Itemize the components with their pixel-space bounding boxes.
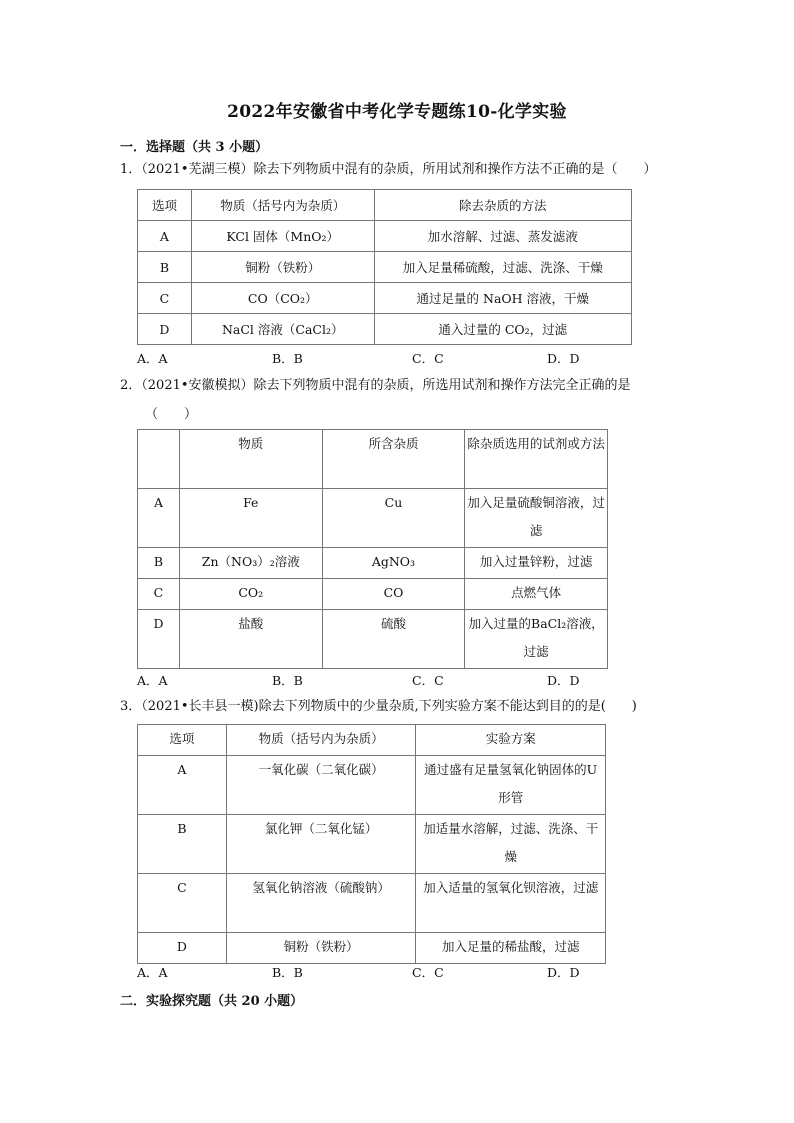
- answer-option-b[interactable]: B．B: [272, 673, 303, 688]
- table-cell: Cu: [322, 489, 465, 548]
- question-2-stem: 2．（2021•安徽模拟）除去下列物质中混有的杂质，所选用试剂和操作方法完全正确的是: [120, 378, 631, 393]
- table-header-cell: 实验方案: [416, 725, 606, 756]
- table-row: [138, 548, 608, 579]
- table-header-cell: 选项: [138, 190, 192, 221]
- table-cell: C: [138, 579, 180, 610]
- answer-option-c[interactable]: C．C: [412, 351, 444, 366]
- table-cell: D: [138, 314, 192, 345]
- table-row: [138, 314, 632, 345]
- table-cell: 加适量水溶解，过滤、洗涤、干燥: [416, 815, 606, 874]
- answer-option-d[interactable]: D．D: [547, 351, 580, 366]
- table-cell: B: [138, 252, 192, 283]
- table-cell: C: [138, 874, 227, 933]
- table-cell: NaCl 溶液（CaCl₂）: [191, 314, 374, 345]
- table-cell: 铜粉（铁粉）: [191, 252, 374, 283]
- table-cell: Fe: [179, 489, 322, 548]
- table-cell: 铜粉（铁粉）: [226, 933, 416, 964]
- table-cell: Zn（NO₃）₂溶液: [179, 548, 322, 579]
- table-cell: 点燃气体: [465, 579, 608, 610]
- table-cell: 加入过量的BaCl₂溶液，过滤: [465, 610, 608, 669]
- table-row: [138, 489, 608, 548]
- table-row: [138, 874, 606, 933]
- table-cell: KCl 固体（MnO₂）: [191, 221, 374, 252]
- question-3-stem: 3．（2021•长丰县一模)除去下列物质中的少量杂质,下列实验方案不能达到目的的是( ): [120, 699, 637, 714]
- question-3-table: [137, 724, 606, 964]
- table-cell: AgNO₃: [322, 548, 465, 579]
- table-cell: 氢氧化钠溶液（硫酸钠）: [226, 874, 416, 933]
- question-1-stem: 1．（2021•芜湖三模）除去下列物质中混有的杂质，所用试剂和操作方法不正确的是（ ）: [120, 162, 657, 177]
- table-cell: 加入适量的氢氧化钡溶液，过滤: [416, 874, 606, 933]
- answer-option-a[interactable]: A．A: [137, 351, 168, 366]
- table-cell: 加入足量的稀盐酸，过滤: [416, 933, 606, 964]
- table-header-cell: 所含杂质: [322, 430, 465, 489]
- table-cell: 加入足量稀硫酸，过滤、洗涤、干燥: [374, 252, 631, 283]
- table-cell: B: [138, 548, 180, 579]
- table-cell: A: [138, 221, 192, 252]
- table-row: [138, 756, 606, 815]
- table-row: [138, 610, 608, 669]
- answer-option-b[interactable]: B．B: [272, 965, 303, 980]
- section-heading-experiment: 二．实验探究题（共 20 小题）: [120, 994, 304, 1009]
- table-row: [138, 933, 606, 964]
- answer-option-c[interactable]: C．C: [412, 673, 444, 688]
- table-header-cell: 物质（括号内为杂质）: [191, 190, 374, 221]
- table-row: [138, 221, 632, 252]
- table-cell: 通过盛有足量氢氧化钠固体的U形管: [416, 756, 606, 815]
- table-cell: D: [138, 610, 180, 669]
- table-cell: CO: [322, 579, 465, 610]
- answer-option-c[interactable]: C．C: [412, 965, 444, 980]
- question-2-table: [137, 429, 608, 669]
- table-cell: 一氧化碳（二氧化碳）: [226, 756, 416, 815]
- answer-option-b[interactable]: B．B: [272, 351, 303, 366]
- table-header-cell: 除去杂质的方法: [374, 190, 631, 221]
- question-2-stem-cont: （ ）: [145, 407, 198, 422]
- answer-option-d[interactable]: D．D: [547, 673, 580, 688]
- table-header-cell: 选项: [138, 725, 227, 756]
- table-cell: CO₂: [179, 579, 322, 610]
- table-cell: 通入过量的 CO₂，过滤: [374, 314, 631, 345]
- question-1-table: [137, 189, 632, 345]
- table-cell: B: [138, 815, 227, 874]
- table-header-cell: [138, 430, 180, 489]
- table-header-row: [138, 725, 606, 756]
- table-row: [138, 252, 632, 283]
- table-cell: 盐酸: [179, 610, 322, 669]
- answer-option-a[interactable]: A．A: [137, 673, 168, 688]
- table-cell: 通过足量的 NaOH 溶液，干燥: [374, 283, 631, 314]
- table-header-cell: 物质: [179, 430, 322, 489]
- page-title: 2022年安徽省中考化学专题练10-化学实验: [227, 102, 567, 122]
- answer-option-a[interactable]: A．A: [137, 965, 168, 980]
- table-cell: 氯化钾（二氧化锰）: [226, 815, 416, 874]
- table-row: [138, 579, 608, 610]
- section-heading-choice: 一．选择题（共 3 小题）: [120, 140, 269, 155]
- table-cell: D: [138, 933, 227, 964]
- answer-option-d[interactable]: D．D: [547, 965, 580, 980]
- table-cell: 加入足量硫酸铜溶液，过滤: [465, 489, 608, 548]
- table-row: [138, 283, 632, 314]
- table-cell: A: [138, 756, 227, 815]
- table-header-row: [138, 430, 608, 489]
- table-cell: 加水溶解、过滤、蒸发滤液: [374, 221, 631, 252]
- table-cell: 加入过量锌粉，过滤: [465, 548, 608, 579]
- table-header-cell: 除杂质选用的试剂或方法: [465, 430, 608, 489]
- table-cell: C: [138, 283, 192, 314]
- table-row: [138, 815, 606, 874]
- table-cell: CO（CO₂）: [191, 283, 374, 314]
- table-cell: A: [138, 489, 180, 548]
- table-header-row: [138, 190, 632, 221]
- table-cell: 硫酸: [322, 610, 465, 669]
- table-header-cell: 物质（括号内为杂质）: [226, 725, 416, 756]
